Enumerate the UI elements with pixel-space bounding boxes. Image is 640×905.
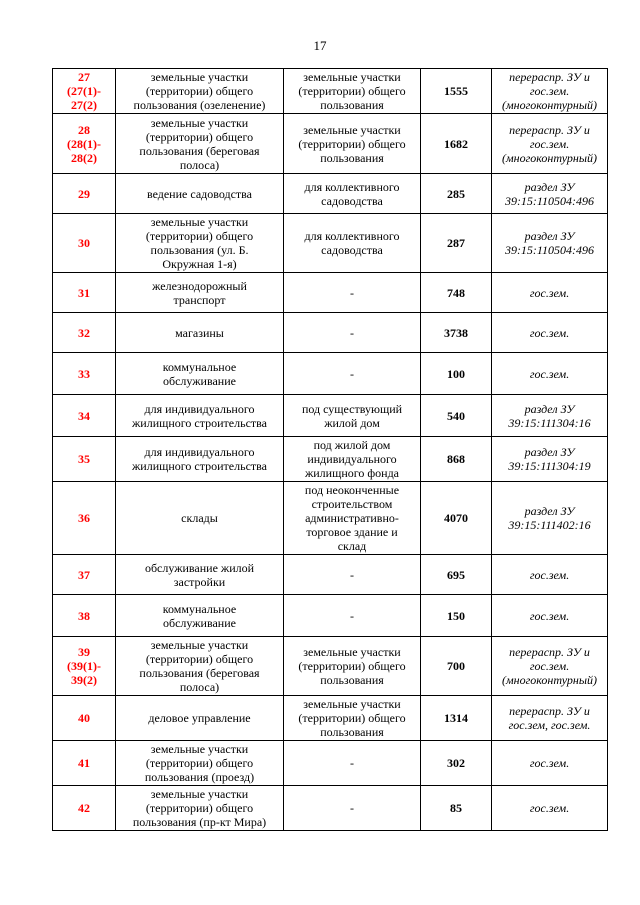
plot-number-cell: 27 (27(1)- 27(2) <box>53 69 116 114</box>
table-row <box>53 114 608 174</box>
area-cell: 1314 <box>421 696 492 741</box>
area-cell: 868 <box>421 437 492 482</box>
purpose-cell: - <box>284 273 421 313</box>
permitted-use-cell: обслуживание жилой застройки <box>116 555 284 595</box>
note-cell: раздел ЗУ 39:15:110504:496 <box>492 214 608 273</box>
note-cell: перераспр. ЗУ и гос.зем. (многоконтурный) <box>492 637 608 696</box>
purpose-cell: - <box>284 595 421 637</box>
land-plots-table <box>52 68 608 831</box>
purpose-cell: под существующий жилой дом <box>284 395 421 437</box>
purpose-cell: под жилой дом индивидуального жилищного фонда <box>284 437 421 482</box>
area-cell: 287 <box>421 214 492 273</box>
area-cell: 85 <box>421 786 492 831</box>
permitted-use-cell: земельные участки (территории) общего пользования (ул. Б. Окружная 1-я) <box>116 214 284 273</box>
plot-number-cell: 28 (28(1)- 28(2) <box>53 114 116 174</box>
plot-number-cell: 35 <box>53 437 116 482</box>
permitted-use-cell: коммунальное обслуживание <box>116 353 284 395</box>
plot-number-cell: 30 <box>53 214 116 273</box>
permitted-use-cell: земельные участки (территории) общего пользования (береговая полоса) <box>116 637 284 696</box>
note-cell: гос.зем. <box>492 555 608 595</box>
purpose-cell: земельные участки (территории) общего пользования <box>284 69 421 114</box>
note-cell: гос.зем. <box>492 595 608 637</box>
purpose-cell: - <box>284 741 421 786</box>
plot-number-cell: 38 <box>53 595 116 637</box>
purpose-cell: - <box>284 353 421 395</box>
purpose-cell: земельные участки (территории) общего пользования <box>284 114 421 174</box>
area-cell: 3738 <box>421 313 492 353</box>
purpose-cell: земельные участки (территории) общего пользования <box>284 696 421 741</box>
permitted-use-cell: земельные участки (территории) общего пользования (береговая полоса) <box>116 114 284 174</box>
plot-number-cell: 40 <box>53 696 116 741</box>
table-row <box>53 273 608 313</box>
plot-number-cell: 33 <box>53 353 116 395</box>
note-cell: раздел ЗУ 39:15:110504:496 <box>492 174 608 214</box>
note-cell: гос.зем. <box>492 273 608 313</box>
permitted-use-cell: ведение садоводства <box>116 174 284 214</box>
table-row <box>53 595 608 637</box>
purpose-cell: под неоконченные строительством административно- торговое здание и склад <box>284 482 421 555</box>
plot-number-cell: 39 (39(1)- 39(2) <box>53 637 116 696</box>
plot-number-cell: 34 <box>53 395 116 437</box>
note-cell: гос.зем. <box>492 786 608 831</box>
permitted-use-cell: деловое управление <box>116 696 284 741</box>
table-row <box>53 637 608 696</box>
permitted-use-cell: земельные участки (территории) общего пользования (пр-кт Мира) <box>116 786 284 831</box>
purpose-cell: - <box>284 786 421 831</box>
purpose-cell: для коллективного садоводства <box>284 174 421 214</box>
note-cell: раздел ЗУ 39:15:111304:19 <box>492 437 608 482</box>
permitted-use-cell: склады <box>116 482 284 555</box>
note-cell: гос.зем. <box>492 313 608 353</box>
area-cell: 150 <box>421 595 492 637</box>
note-cell: перераспр. ЗУ и гос.зем. (многоконтурный) <box>492 69 608 114</box>
note-cell: раздел ЗУ 39:15:111402:16 <box>492 482 608 555</box>
plot-number-cell: 42 <box>53 786 116 831</box>
permitted-use-cell: земельные участки (территории) общего пользования (озеленение) <box>116 69 284 114</box>
area-cell: 4070 <box>421 482 492 555</box>
permitted-use-cell: железнодорожный транспорт <box>116 273 284 313</box>
table-row <box>53 395 608 437</box>
page-number: 17 <box>313 38 327 53</box>
area-cell: 700 <box>421 637 492 696</box>
note-cell: раздел ЗУ 39:15:111304:16 <box>492 395 608 437</box>
permitted-use-cell: магазины <box>116 313 284 353</box>
plot-number-cell: 36 <box>53 482 116 555</box>
purpose-cell: - <box>284 313 421 353</box>
area-cell: 748 <box>421 273 492 313</box>
note-cell: гос.зем. <box>492 741 608 786</box>
permitted-use-cell: земельные участки (территории) общего пользования (проезд) <box>116 741 284 786</box>
plot-number-cell: 32 <box>53 313 116 353</box>
table-row <box>53 786 608 831</box>
area-cell: 540 <box>421 395 492 437</box>
purpose-cell: для коллективного садоводства <box>284 214 421 273</box>
area-cell: 302 <box>421 741 492 786</box>
plot-number-cell: 37 <box>53 555 116 595</box>
permitted-use-cell: для индивидуального жилищного строительства <box>116 437 284 482</box>
table-row <box>53 555 608 595</box>
table-row <box>53 174 608 214</box>
purpose-cell: - <box>284 555 421 595</box>
table-row <box>53 214 608 273</box>
permitted-use-cell: для индивидуального жилищного строительства <box>116 395 284 437</box>
table-row <box>53 741 608 786</box>
table-row <box>53 482 608 555</box>
purpose-cell: земельные участки (территории) общего пользования <box>284 637 421 696</box>
area-cell: 100 <box>421 353 492 395</box>
area-cell: 1682 <box>421 114 492 174</box>
permitted-use-cell: коммунальное обслуживание <box>116 595 284 637</box>
plot-number-cell: 31 <box>53 273 116 313</box>
table-row <box>53 69 608 114</box>
note-cell: перераспр. ЗУ и гос.зем, гос.зем. <box>492 696 608 741</box>
table-row <box>53 313 608 353</box>
plot-number-cell: 29 <box>53 174 116 214</box>
note-cell: перераспр. ЗУ и гос.зем. (многоконтурный) <box>492 114 608 174</box>
table-row <box>53 696 608 741</box>
table-row <box>53 437 608 482</box>
area-cell: 695 <box>421 555 492 595</box>
plot-number-cell: 41 <box>53 741 116 786</box>
note-cell: гос.зем. <box>492 353 608 395</box>
table-row <box>53 353 608 395</box>
area-cell: 1555 <box>421 69 492 114</box>
area-cell: 285 <box>421 174 492 214</box>
